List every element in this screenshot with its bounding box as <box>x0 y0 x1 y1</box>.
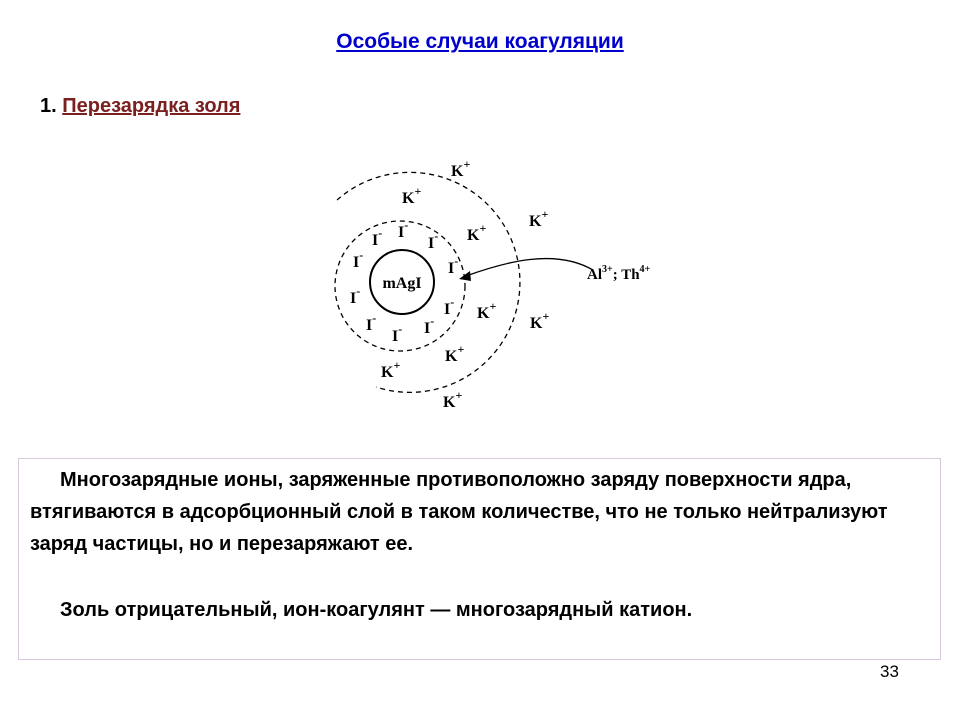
iodide-ion: I- <box>350 284 361 307</box>
iodide-ion: I- <box>353 248 364 271</box>
iodide-ion: I- <box>448 254 459 277</box>
diffuse-layer-arc <box>337 172 520 392</box>
potassium-ion: K+ <box>451 157 471 180</box>
iodide-ion: I- <box>424 314 435 337</box>
iodide-ion: I- <box>372 226 383 249</box>
slide-title: Особые случаи коагуляции <box>336 30 624 53</box>
attraction-arrow <box>466 259 593 276</box>
iodide-ion: I- <box>366 311 377 334</box>
iodide-ion: I- <box>428 229 439 252</box>
iodide-ion: I- <box>392 322 403 345</box>
coagulant-label: $Al^{3+}$; $Th^{4+}$ <box>587 264 651 283</box>
potassium-ion: K+ <box>445 342 465 365</box>
section-number: 1. <box>40 95 57 117</box>
iodide-ion: I- <box>398 218 409 241</box>
potassium-ion: K+ <box>529 207 549 230</box>
potassium-ion: K+ <box>530 309 550 332</box>
potassium-ion: K+ <box>467 221 487 244</box>
potassium-ion: K+ <box>402 184 422 207</box>
iodide-ion: I- <box>444 295 455 318</box>
potassium-ion: K+ <box>443 388 463 411</box>
section-title: Перезарядка золя <box>62 95 241 117</box>
explanation-paragraph-2: Золь отрицательный, ион-коагулянт — многозарядный катион. <box>60 599 693 621</box>
page-number: 33 <box>880 662 899 681</box>
potassium-ion: K+ <box>381 358 401 381</box>
core-label: mAgI <box>382 275 422 292</box>
explanation-paragraph-1: Многозарядные ионы, заряженные противоположно заряду поверхности ядра, втягиваются в адсорбционный слой в таком количестве, что не только нейтрализуют заряд частицы, но и перезаряжают ее. <box>30 469 888 555</box>
potassium-ion: K+ <box>477 299 497 322</box>
arrow-head <box>459 271 471 281</box>
